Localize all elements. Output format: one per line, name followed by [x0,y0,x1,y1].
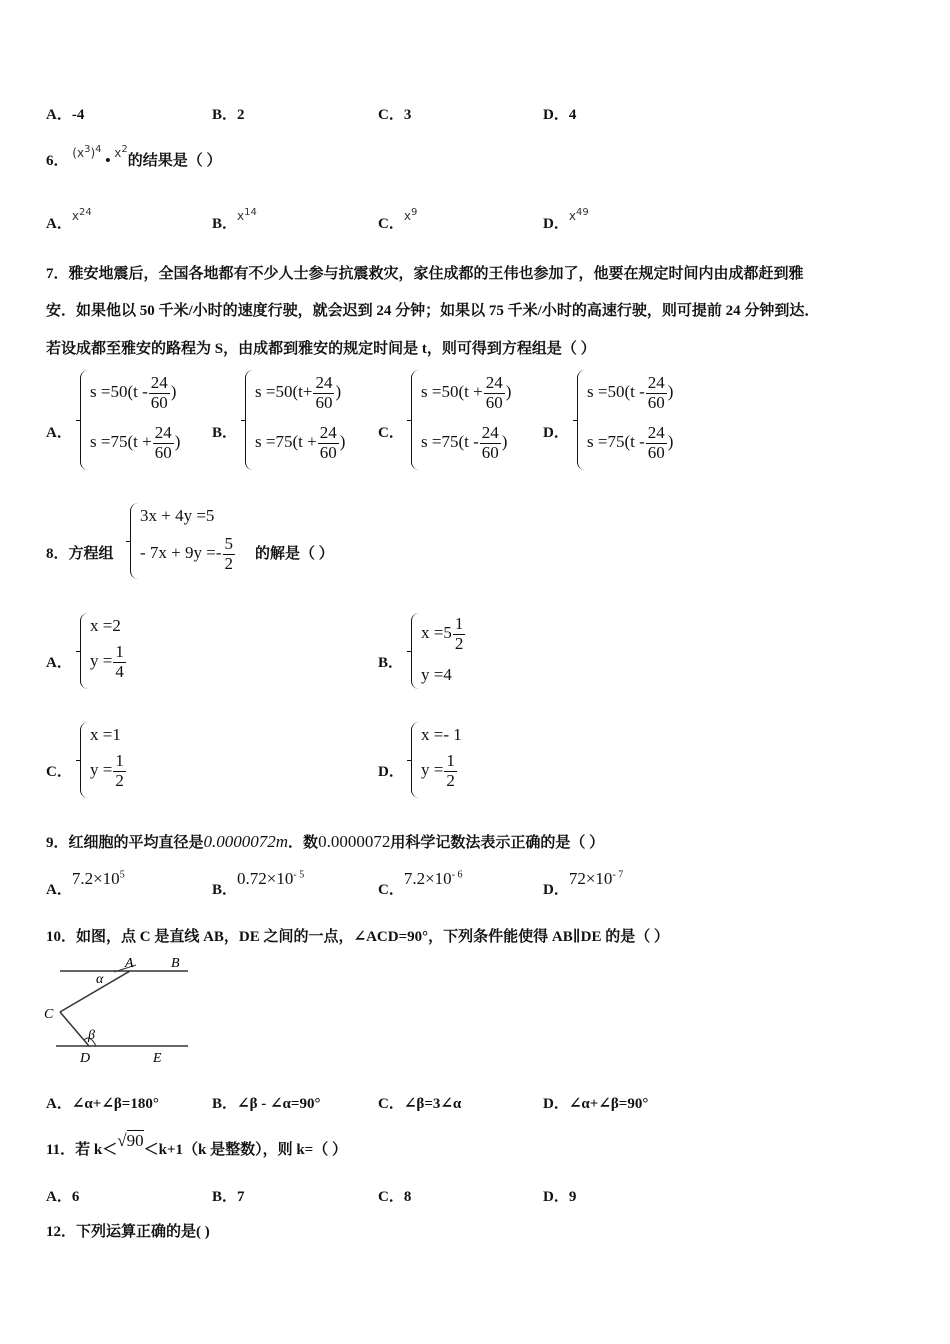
q11-option-c [378,1185,411,1206]
q6-option-c-base: x [403,209,411,223]
q8-b-num: 1 [454,614,464,633]
q8-option-c-label: C． [46,764,72,780]
q8-eq2-num: 5 [224,534,233,553]
q7-option-a-brace [80,370,89,470]
q7-d-eq2-num: 24 [647,423,665,442]
q8-option-a-brace [80,613,89,689]
q11-option-b-text: 7 [237,1189,245,1205]
q8-option-b-label: B． [378,655,404,671]
q10-option-a-label: A． [46,1096,72,1112]
q6-option-a [46,207,92,233]
q9-value: 0.0000072m [203,832,289,851]
q10-option-d-text: ∠α+∠β=90° [568,1096,649,1112]
q11-option-c-label: C． [378,1189,404,1205]
q9-option-d-exp: - 7 [612,869,624,881]
q8-b-eq1-pre: x =5 [421,623,452,643]
q7-c-eq1-num: 24 [485,373,503,392]
q8-option-b-eq2: y =4 [421,665,452,684]
q7-option-c-brace [411,370,420,470]
label-b: B [171,956,180,971]
q8-tail: 的解是（ ） [255,546,334,562]
q11-option-a-text: 6 [71,1189,80,1205]
q8-option-b-system [411,613,501,689]
q7-d-eq1-post: ) [667,382,674,402]
q7-b-eq2-post: ) [339,432,346,452]
q7-d-eq1-den: 60 [647,392,665,412]
q10-option-d-label: D． [543,1096,569,1112]
q11-question [46,1131,347,1159]
q8-option-d-label: D． [378,764,404,780]
q9-option-c [378,869,463,899]
q10-option-a-text: ∠α+∠β=180° [71,1096,159,1112]
q8-option-c-system [80,722,160,798]
q8-option-a-system [80,613,160,689]
q6-x2-base: x [114,146,122,160]
q6-number: 6． [46,153,69,169]
q6-expr-close: ) [90,146,96,160]
q10-option-c [378,1092,461,1113]
q9-option-c-label: C． [378,882,404,898]
q8-option-b-brace [411,613,420,689]
q9-pre: 9．红细胞的平均直径是 [46,835,204,851]
q10-option-a [46,1092,159,1113]
q8-option-c-eq1: x =1 [90,725,121,744]
q7-d-eq2-pre: s =75(t - [587,432,645,452]
q9-option-a [46,869,125,899]
q11-pre: 11．若 k＜ [46,1142,118,1158]
q11-option-d [543,1185,576,1206]
q7-line-2: 安．如果他以 50 千米/小时的速度行驶，就会迟到 24 分钟；如果以 75 千米/小时的高速行驶，则可提前 24 分钟到达． [46,303,820,319]
q5-option-a: A．-4 [46,107,85,123]
q9-option-b [212,869,305,899]
q9-option-d-label: D． [543,882,569,898]
q7-option-d-eq2 [587,424,673,462]
q9-option-c-mant: 7.2×10 [403,869,452,888]
q5-option-c: C．3 [378,107,412,123]
q6-option-c-label: C． [378,216,404,232]
label-d: D [80,1051,91,1066]
q6-option-b-base: x [237,209,245,223]
q8-a-den: 4 [115,661,124,681]
q8-d-eq2-pre: y = [421,760,444,780]
q7-a-eq2-num: 24 [154,423,172,442]
q7-b-eq2-pre: s =75(t + [255,432,317,452]
q6-option-b-exp: 14 [244,207,257,218]
q6-option-b-label: B． [212,216,238,232]
q6-option-a-label: A． [46,216,72,232]
q11-option-d-text: 9 [568,1189,577,1205]
q8-eq2-pre: - 7x + 9y =- [140,543,222,563]
q6-option-d-label: D． [543,216,569,232]
q11-option-a [46,1185,79,1206]
q7-c-eq2-num: 24 [481,423,499,442]
q8-d-den: 2 [446,770,455,790]
q9-option-b-label: B． [212,882,238,898]
q9-option-d-mant: 72×10 [568,869,613,888]
q7-c-eq1-pre: s =50(t + [421,382,483,402]
q9-question [46,831,604,852]
q8-option-d-brace [411,722,420,798]
q8-d-num: 1 [446,751,455,770]
q11-sqrt: √90 [117,1131,144,1150]
q7-option-a-eq2 [90,424,180,462]
q8-c-den: 2 [115,770,124,790]
q8-a-eq2-pre: y = [90,651,113,671]
q11-option-a-label: A． [46,1189,72,1205]
q10-question: 10．如图，点 C 是直线 AB，DE 之间的一点，∠ACD=90°，下列条件能使得 AB∥DE 的是（ ） [46,929,669,945]
q8-system [130,503,260,581]
q7-d-eq2-den: 60 [647,442,665,462]
q6-option-d-exp: 49 [575,207,589,218]
q7-a-eq2-pre: s =75(t + [90,432,152,452]
q6-option-b [212,207,257,233]
q8-option-c-brace [80,722,89,798]
q8-a-num: 1 [115,642,124,661]
q8-option-d-eq1: x =- 1 [421,725,462,744]
q7-option-d-eq1 [587,374,673,412]
q8-option-a-eq1: x =2 [90,616,121,635]
q7-b-eq1-pre: s =50(t+ [255,382,313,402]
q9-option-a-label: A． [46,882,72,898]
q8-eq1: 3x + 4y =5 [140,506,215,525]
q10-option-c-label: C． [378,1096,404,1112]
q8-eq2-den: 2 [224,553,233,573]
q8-option-b-eq1 [421,615,466,653]
q6-option-a-exp: 24 [78,207,92,218]
q7-c-eq2-pre: s =75(t - [421,432,479,452]
q9-value2: 0.0000072 [318,832,391,851]
q8-prefix: 8．方程组 [46,546,114,562]
q7-d-eq1-num: 24 [647,373,665,392]
q10-option-b-text: ∠β - ∠α=90° [237,1096,321,1112]
q8-option-a-eq2 [90,643,127,681]
q7-option-b-eq2 [255,424,345,462]
q9-option-b-exp: - 5 [293,869,305,881]
q7-option-c-system [411,370,531,470]
q7-option-d-system [577,370,697,470]
q6-tail: 的结果是（ ） [127,153,222,169]
q7-option-a-eq1 [90,374,176,412]
q9-option-a-mant: 7.2×10 [71,869,120,888]
q7-option-b-system [245,370,365,470]
q7-option-b-brace [245,370,254,470]
q7-option-d-label: D． [543,425,569,441]
q7-d-eq2-post: ) [667,432,674,452]
q5-option-b: B．2 [212,107,245,123]
q7-b-eq1-num: 24 [315,373,333,392]
q8-option-a-label: A． [46,655,72,671]
q6-dot: • [105,153,111,169]
q7-option-a-system [80,370,200,470]
q7-b-eq2-num: 24 [319,423,337,442]
q9-option-d [543,869,624,899]
q6-x2-exp: 2 [121,144,128,155]
q6-option-d-base: x [568,209,576,223]
q7-c-eq2-den: 60 [481,442,499,462]
q7-a-eq1-den: 60 [150,392,168,412]
q8-eq2 [140,535,236,573]
q11-option-b-label: B． [212,1189,238,1205]
q7-d-eq1-pre: s =50(t - [587,382,645,402]
q7-option-a-label: A． [46,425,72,441]
q7-c-eq1-post: ) [505,382,512,402]
label-e: E [153,1051,162,1066]
q7-a-eq1-post: ) [170,382,177,402]
q6-expr-base: (x [72,146,85,160]
q6-question [46,144,222,170]
q7-option-d-brace [577,370,586,470]
q12-question: 12．下列运算正确的是( ) [46,1224,210,1240]
q7-option-c-eq1 [421,374,511,412]
q7-option-b-eq1 [255,374,341,412]
label-beta: β [88,1028,95,1043]
q11-option-d-label: D． [543,1189,569,1205]
q8-brace [130,503,139,579]
q10-figure [44,952,194,1068]
q6-option-d [543,207,589,233]
q8-c-num: 1 [115,751,124,770]
q8-option-c-eq2 [90,752,127,790]
q6-option-c-exp: 9 [410,207,418,218]
q9-option-c-exp: - 6 [451,869,463,881]
q11-option-b [212,1185,245,1206]
q6-option-a-base: x [71,209,79,223]
q9-mid: ．数 [288,835,319,851]
q7-a-eq1-num: 24 [150,373,168,392]
q8-option-d-system [411,722,491,798]
label-alpha: α [96,972,104,987]
q9-tail: 用科学记数法表示正确的是（ ） [390,835,605,851]
q10-option-c-text: ∠β=3∠α [403,1096,462,1112]
q11-option-c-text: 8 [403,1189,412,1205]
q7-a-eq2-den: 60 [154,442,172,462]
q7-b-eq1-post: ) [335,382,342,402]
q6-x2 [114,146,127,160]
q6-expr-inner-exp: 3 [84,144,91,155]
q8-c-eq2-pre: y = [90,760,113,780]
q7-c-eq1-den: 60 [485,392,503,412]
q7-option-b-label: B． [212,425,238,441]
q11-tail: ＜k+1（k 是整数），则 k=（ ） [143,1142,347,1158]
q11-radicand: 90 [126,1131,144,1150]
q7-c-eq2-post: ) [501,432,508,452]
label-c: C [44,1007,54,1022]
q6-option-c [378,207,418,233]
q10-option-b-label: B． [212,1096,238,1112]
q6-expression [72,146,101,160]
segment-ac [60,971,130,1012]
q7-line-3: 若设成都至雅安的路程为 S，由成都到雅安的规定时间是 t，则可得到方程组是（ ） [46,341,596,357]
q7-b-eq1-den: 60 [315,392,333,412]
q10-option-d [543,1092,648,1113]
q7-option-c-label: C． [378,425,404,441]
segment-cd [60,1012,89,1046]
q8-b-den: 2 [454,633,464,653]
q5-option-d: D．4 [543,107,577,123]
q7-line-1: 7．雅安地震后，全国各地都有不少人士参与抗震救灾，家住成都的王伟也参加了，他要在规定时间内由成都赶到雅 [46,266,804,282]
q6-expr-outer-exp: 4 [95,144,102,155]
q8-option-d-eq2 [421,752,458,790]
q7-a-eq1-pre: s =50(t - [90,382,148,402]
label-a: A [125,956,134,971]
q7-option-c-eq2 [421,424,507,462]
q10-option-b [212,1092,320,1113]
q9-option-a-exp: 5 [119,869,125,881]
q7-a-eq2-post: ) [174,432,181,452]
q7-b-eq2-den: 60 [319,442,337,462]
q9-option-b-mant: 0.72×10 [237,869,294,888]
